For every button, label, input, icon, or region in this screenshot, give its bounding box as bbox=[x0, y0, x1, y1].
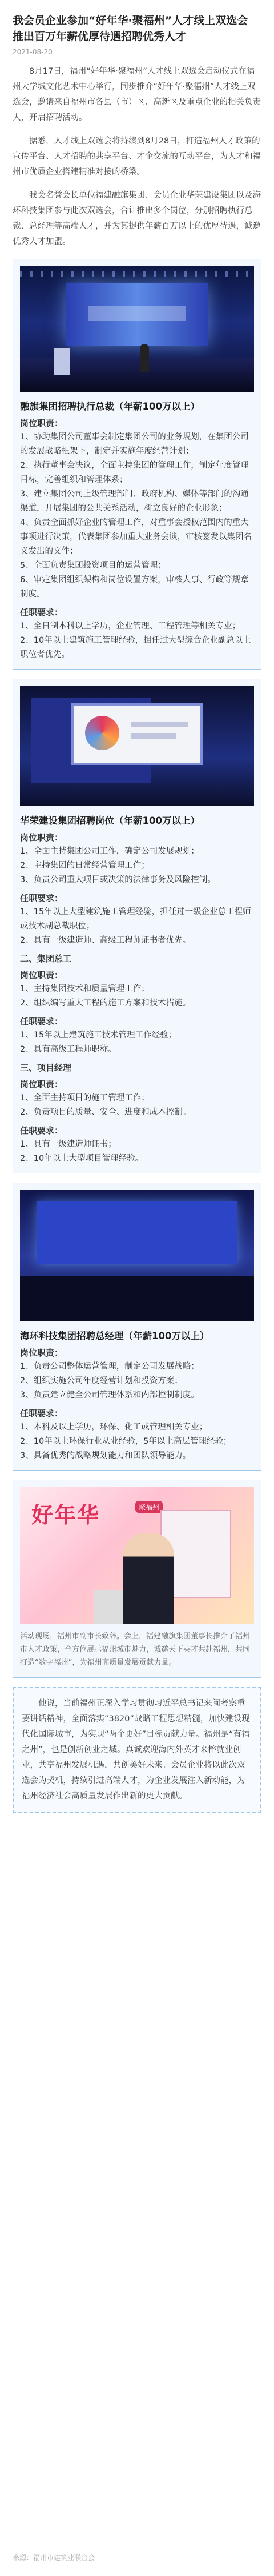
subheading: 岗位职责： bbox=[20, 1348, 63, 1358]
subheading: 任职要求： bbox=[20, 893, 63, 903]
list-item: 2、10年以上大型项目管理经验。 bbox=[20, 1154, 144, 1163]
photo-caption: 活动现场，福州市副市长致辞。会上，福建融旗集团董事长推介了福州市人才政策，全方位展示福州城市魅力，诚邀天下英才共赴福州，共同打造“数字福州”，为福州高质量发展贡献力量。 bbox=[20, 1632, 251, 1667]
banner-text: 好年华 bbox=[31, 1503, 100, 1528]
banner-chip: 聚福州 bbox=[135, 1501, 163, 1513]
list-item: 2、负责项目的质量、安全、进度和成本控制。 bbox=[20, 1108, 191, 1117]
article-date: 2021-08-20 bbox=[13, 48, 53, 56]
list-item: 1、15年以上大型建筑施工管理经验，担任过一级企业总工程师或技术副总裁职位； bbox=[20, 907, 251, 931]
article-footer: 来源：福州市建筑业联合会 bbox=[13, 2554, 95, 2562]
paragraph: 我会名誉会长单位福建融旗集团、会员企业华荣建设集团以及海环科技集团参与此次双选会，合计推出多个岗位，分别招聘执行总裁、总经理等高端人才，并为其提供年薪百万以上的优厚待遇，诚邀优秀人才加盟。 bbox=[13, 191, 261, 246]
subheading: 岗位职责： bbox=[20, 1079, 63, 1089]
list-item: 3、负责公司重大项目或决策的法律事务及风险控制。 bbox=[20, 875, 216, 884]
list-item: 1、负责公司整体运营管理，制定公司发展战略； bbox=[20, 1362, 199, 1371]
subheading: 任职要求： bbox=[20, 1016, 63, 1027]
event-photo-2 bbox=[20, 686, 254, 806]
list-item: 5、全面负责集团投资项目的运营管理； bbox=[20, 561, 166, 570]
section-lines bbox=[20, 1347, 254, 1463]
subheading: 任职要求： bbox=[20, 1125, 63, 1136]
list-item: 2、组织编写重大工程的施工方案和技术措施。 bbox=[20, 999, 191, 1008]
list-item: 2、10年以上建筑施工管理经验，担任过大型综合企业副总以上职位者优先。 bbox=[20, 636, 251, 659]
list-item: 2、具有高级工程师职称。 bbox=[20, 1045, 116, 1054]
event-photo-4 bbox=[20, 1487, 254, 1624]
list-item: 1、全面主持项目的施工管理工作； bbox=[20, 1093, 150, 1103]
list-item: 3、具备优秀的战略规划能力和团队领导能力。 bbox=[20, 1451, 191, 1460]
list-item: 1、全面主持集团公司工作，确定公司发展规划； bbox=[20, 847, 199, 856]
section-heading: 华荣建设集团招聘岗位（年薪100万以上） bbox=[20, 815, 200, 826]
subheading: 三、项目经理 bbox=[20, 1063, 72, 1073]
list-item: 6、审定集团组织架构和岗位设置方案，审核人事、行政等规章制度。 bbox=[20, 575, 249, 599]
subheading: 岗位职责： bbox=[20, 418, 63, 428]
section-heading: 海环科技集团招聘总经理（年薪100万以上） bbox=[20, 1331, 209, 1341]
list-item: 1、主持集团技术和质量管理工作； bbox=[20, 984, 150, 993]
article-title: 我会员企业参加“好年华·聚福州”人才线上双选会 推出百万年薪优厚待遇招聘优秀人才 bbox=[13, 14, 248, 43]
subheading: 任职要求： bbox=[20, 607, 63, 618]
list-item: 1、15年以上建筑施工技术管理工作经验； bbox=[20, 1031, 177, 1040]
photo-frame-4 bbox=[13, 1480, 261, 1678]
section-lines bbox=[20, 417, 254, 662]
list-item: 2、执行董事会决议，全面主持集团的管理工作，制定年度管理目标，完善组织和管理体系； bbox=[20, 461, 249, 484]
list-item: 2、具有一级建造师、高级工程师证书者优先。 bbox=[20, 936, 191, 945]
paragraph: 8月17日，福州“好年华·聚福州”人才线上双选会启动仪式在福州大学城文化艺术中心举行，同步推介“好年华·聚福州”人才线上双选会，邀请来自福州市各县（市）区、高新区及重点企业的相关负责人，开启招聘活动。 bbox=[13, 67, 261, 122]
list-item: 4、负责全面抓好企业的管理工作，对重事会授权范围内的重大事项进行决策，代表集团参加重大业务会谈，审核签发以集团名义发出的文件； bbox=[20, 518, 252, 556]
subheading: 岗位职责： bbox=[20, 832, 63, 843]
list-item: 1、协助集团公司董事会制定集团公司的业务规划，在集团公司的发展战略框架下，制定并实施年度经营计划； bbox=[20, 432, 249, 456]
event-photo-1 bbox=[20, 266, 254, 392]
event-photo-3 bbox=[20, 1190, 254, 1321]
section-heading: 融旗集团招聘执行总裁（年薪100万以上） bbox=[20, 401, 200, 412]
subheading: 二、集团总工 bbox=[20, 954, 72, 964]
subheading: 岗位职责： bbox=[20, 970, 63, 980]
closing-paragraph: 他说，当前福州正深入学习贯彻习近平总书记来闽考察重要讲话精神，全面落实“3820”战略工程思想精髓，加快建设现代化国际城市，为实现“两个更好”目标贡献力量。福州是“有福之州”，也是创新创业之城。真诚欢迎海内外英才来榕就业创业，共享福州发展机遇，共创美好未来。会员企业将以此次双选会为契机，持续引进高端人才，为企业发展注入新动能，为福州经济社会高质量发展作出新的更大贡献。 bbox=[22, 1699, 250, 1801]
list-item: 3、建立集团公司上级管理部门、政府机构、媒体等部门的沟通渠道，开展集团的公共关系活动，树立良好的企业形象； bbox=[20, 490, 249, 513]
list-item: 2、组织实施公司年度经营计划和投资方案； bbox=[20, 1376, 183, 1385]
section-haihuan bbox=[13, 1183, 261, 1471]
subheading: 任职要求： bbox=[20, 1408, 63, 1419]
section-rongqi bbox=[13, 259, 261, 670]
closing-frame bbox=[13, 1687, 261, 1813]
section-lines bbox=[20, 831, 254, 1166]
list-item: 1、全日制本科以上学历，企业管理、工程管理等相关专业； bbox=[20, 622, 241, 631]
list-item: 1、本科及以上学历，环保、化工或管理相关专业； bbox=[20, 1423, 208, 1432]
list-item: 2、主持集团的日常经营管理工作； bbox=[20, 861, 150, 870]
list-item: 3、负责建立健全公司管理体系和内部控制制度。 bbox=[20, 1391, 199, 1400]
paragraph: 据悉，人才线上双选会将持续到8月28日，打造福州人才政策的宣传平台、人才招聘的共享平台、才企交流的互动平台，为人才和福州市优质企业搭建精准对接的桥梁。 bbox=[13, 137, 261, 177]
list-item: 1、具有一级建造师证书； bbox=[20, 1140, 116, 1149]
list-item: 2、10年以上环保行业从业经验，5年以上高层管理经验； bbox=[20, 1437, 232, 1446]
section-huarong bbox=[13, 679, 261, 1173]
